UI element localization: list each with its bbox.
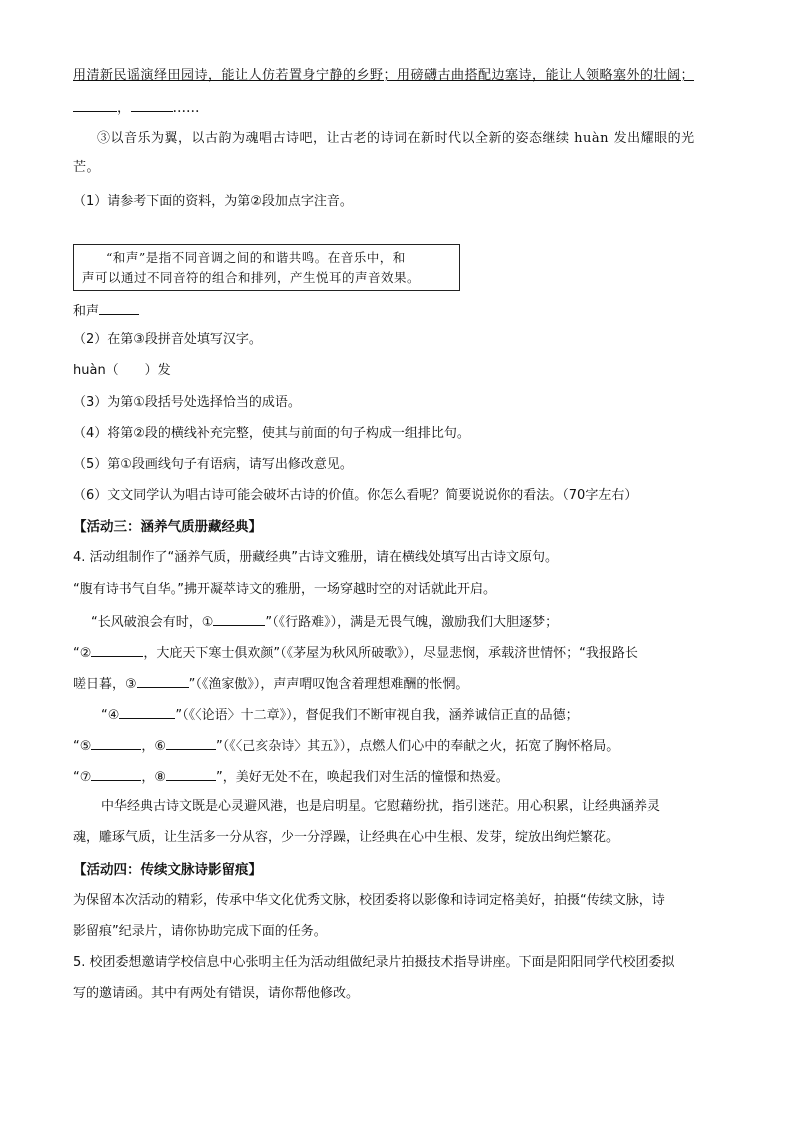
activity-3-line-6 [73,735,619,757]
blank-number: ① [201,615,214,630]
answer-blank-6[interactable] [166,735,216,750]
separator: ， [117,100,131,116]
activity-4-heading: 【活动四：传续文脉诗影留痕】 [73,862,262,878]
activity-4-line-2: 影留痕”纪录片，请你协助完成下面的任务。 [73,924,327,939]
paragraph-3-line1: ③以音乐为翼，以古韵为魂唱古诗吧，让古老的诗词在新时代以全新的姿态继续 huàn 发出耀眼的光 [97,131,695,146]
paragraph-3-line2: 芒。 [73,160,101,175]
blank-number: “⑤ [73,739,92,754]
answer-blank-7[interactable] [91,766,141,781]
text: ”（《渔家傲》），声声喟叹饱含着理想难酬的怅惘。 [188,677,469,692]
question-3: （3）为第①段括号处选择恰当的成语。 [73,395,301,410]
ellipsis: …… [172,100,200,116]
blank-number: ，⑥ [141,739,167,754]
answer-blank[interactable] [99,300,139,315]
answer-blank-2[interactable] [91,642,143,657]
activity-3-line-4 [73,673,468,695]
answer-blank-8[interactable] [166,766,216,781]
activity-3-line-8: 中华经典古诗文既是心灵避风港，也是启明星。它慰藉纷扰，指引迷茫。用心积累，让经典涵养灵 [101,799,661,814]
text: ，大庇天下寒士俱欢颜”（《茅屋为秋风所破歌》），尽显悲悯，承载济世情怀；“我报路长 [143,646,638,661]
blank-number: ，⑧ [141,770,167,785]
blank-number: “⑦ [73,770,92,785]
answer-blank-5[interactable] [91,735,141,750]
reference-box [73,244,460,291]
text: ”（《〈己亥杂诗〉其五》），点燃人们心中的奉献之火，拓宽了胸怀格局。 [216,739,620,754]
text: ”，美好无处不在，唤起我们对生活的憧憬和热爱。 [216,770,509,785]
question-5-intro-1: 5. 校团委想邀请学校信息中心张明主任为活动组做纪录片拍摄技术指导讲座。下面是阳阳同学代校团委拟 [73,955,675,970]
question-1: （1）请参考下面的资料，为第②段加点字注音。 [73,194,353,209]
answer-blank-1[interactable] [213,611,265,626]
text: ”（《〈论语〉十二章》），督促我们不断审视自我，涵养诚信正直的品德； [175,708,579,723]
answer-blank-1[interactable] [73,97,117,112]
text: ”（《行路难》），满是无畏气魄，激励我们大胆逐梦； [265,615,559,630]
text: 嗟日暮， [73,677,126,692]
question-1-answer [73,300,139,322]
activity-3-heading: 【活动三：涵养气质册藏经典】 [73,519,262,535]
blank-number: “④ [101,708,120,723]
question-2-answer[interactable]: huàn（ ）发 [73,363,171,378]
answer-blank-4[interactable] [119,704,175,719]
activity-3-line-3 [73,642,638,664]
text: “长风破浪会有时， [91,615,202,630]
activity-3-line-9: 魂，雕琢气质，让生活多一分从容，少一分浮躁，让经典在心中生根、发芽，绽放出绚烂繁花。 [73,830,620,845]
blank-number: “② [73,646,92,661]
question-2: （2）在第③段拼音处填写汉字。 [73,332,262,347]
question-5: （5）第①段画线句子有语病，请写出修改意见。 [73,457,353,472]
question-5-intro-2: 写的邀请函。其中有两处有错误，请你帮他修改。 [73,986,360,1001]
reference-line-1: “和声”是指不同音调之间的和谐共鸣。在音乐中，和 [106,250,406,265]
activity-3-line-2 [91,611,558,633]
question-4-intro: 4. 活动组制作了“涵养气质，册藏经典”古诗文雅册，请在横线处填写出古诗文原句。 [73,550,559,565]
parallel-blanks [73,97,200,118]
answer-blank-3[interactable] [137,673,189,688]
activity-3-line-1: “腹有诗书气自华。”拂开凝萃诗文的雅册，一场穿越时空的对话就此开启。 [73,582,496,597]
activity-3-line-7 [73,766,509,788]
underlined-sentence: 用清新民谣演绎田园诗，能让人仿若置身宁静的乡野；用磅礴古曲搭配边塞诗，能让人领略塞外的壮阔； [73,68,695,83]
activity-3-line-5 [101,704,579,726]
question-4: （4）将第②段的横线补充完整，使其与前面的句子构成一组排比句。 [73,426,470,441]
reference-line-2: 声可以通过不同音符的组合和排列，产生悦耳的声音效果。 [82,270,421,285]
activity-4-line-1: 为保留本次活动的精彩，传承中华文化优秀文脉，校团委将以影像和诗词定格美好，拍摄“传续文脉，诗 [73,893,665,908]
blank-number: ③ [125,677,137,692]
question-6: （6）文文同学认为唱古诗可能会破坏古诗的价值。你怎么看呢？简要说说你的看法。（70字左右） [73,488,638,503]
answer-label: 和声 [73,304,100,319]
answer-blank-2[interactable] [131,97,173,112]
